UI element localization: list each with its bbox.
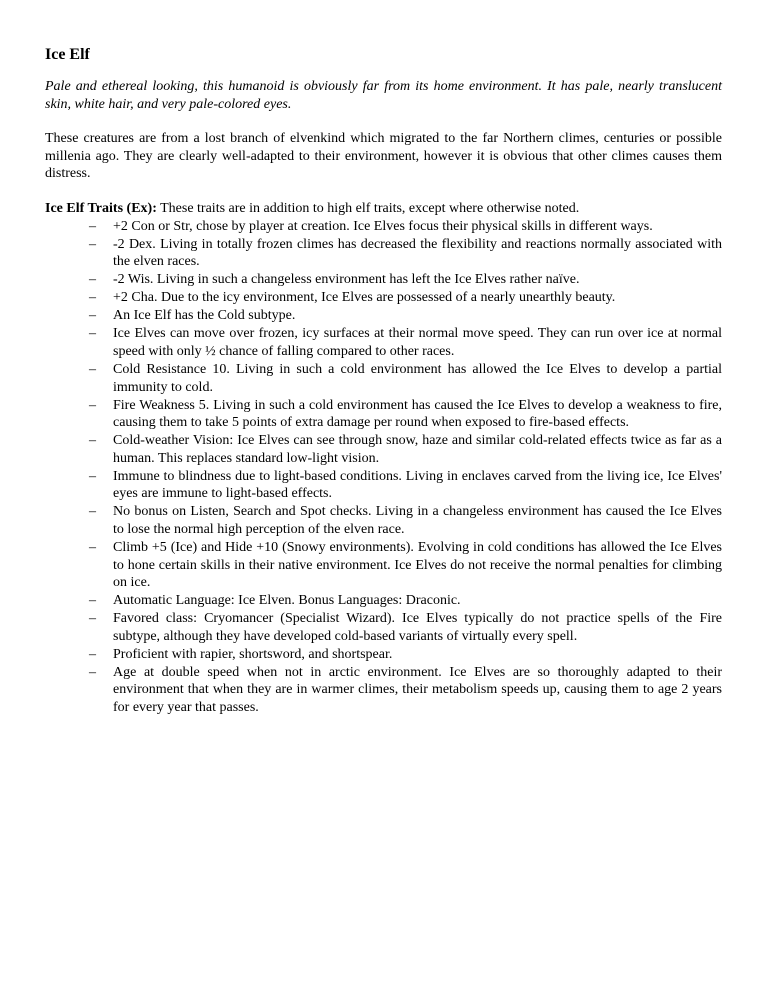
trait-text: Proficient with rapier, shortsword, and shortspear. [113, 646, 393, 662]
trait-text: An Ice Elf has the Cold subtype. [113, 308, 296, 324]
trait-text: Favored class: Cryomancer (Specialist Wizard). Ice Elves typically do not practice spells of the Fire subtype, although they have developed cold-based variants of virtually every spell. [113, 611, 722, 644]
dash-bullet: – [89, 646, 96, 662]
trait-text: Cold-weather Vision: Ice Elves can see through snow, haze and similar cold-related effects twice as far as a human. This replaces standard low-light vision. [113, 433, 722, 466]
trait-text: -2 Dex. Living in totally frozen climes has decreased the flexibility and reactions normally associated with the elven races. [113, 236, 722, 270]
intro-paragraph: Pale and ethereal looking, this humanoid is obviously far from its home environment. It has pale, nearly translucent skin, white hair, and very pale-colored eyes. [45, 79, 722, 112]
trait-text: Age at double speed when not in arctic environment. Ice Elves are so thoroughly adapted to their environment that when they are in warmer climes, their metabolism speeds up, causing them to age 2 years for every year that passes. [113, 664, 722, 715]
traits-heading: Ice Elf Traits (Ex): [45, 200, 157, 216]
dash-bullet: – [89, 236, 96, 252]
dash-bullet: – [89, 272, 96, 288]
document-title: Ice Elf [45, 46, 90, 63]
trait-item [45, 664, 722, 717]
dash-bullet: – [89, 308, 96, 324]
dash-bullet: – [89, 611, 96, 627]
trait-text: Automatic Language: Ice Elven. Bonus Languages: Draconic. [113, 593, 461, 609]
trait-item [45, 432, 722, 467]
dash-bullet: – [89, 397, 96, 413]
trait-item [45, 307, 722, 325]
traits-heading-line [45, 200, 722, 218]
trait-text: No bonus on Listen, Search and Spot checks. Living in a changeless environment has caused the Ice Elves to lose the normal high perception of the elven race. [113, 504, 722, 537]
dash-bullet: – [89, 218, 96, 234]
trait-item [45, 325, 722, 360]
dash-bullet: – [89, 593, 96, 609]
dash-bullet: – [89, 290, 96, 306]
trait-item [45, 361, 722, 396]
trait-text: Climb +5 (Ice) and Hide +10 (Snowy environments). Evolving in cold conditions has allowed the Ice Elves to hone certain skills in their native environment. Ice Elves do not receive the normal penalties for climbing on ice. [113, 540, 722, 591]
dash-bullet: – [89, 362, 96, 378]
dash-bullet: – [89, 433, 96, 449]
trait-item [45, 236, 722, 271]
trait-text: Fire Weakness 5. Living in such a cold environment has caused the Ice Elves to develop a weakness to fire, causing them to take 5 points of extra damage per round when exposed to fire-based effects. [113, 397, 722, 431]
trait-text: Immune to blindness due to light-based conditions. Living in enclaves carved from the living ice, Ice Elves' eyes are immune to light-based effects. [113, 468, 722, 502]
trait-item [45, 592, 722, 610]
dash-bullet: – [89, 468, 96, 484]
trait-item [45, 646, 722, 664]
document-page [45, 44, 722, 717]
description-paragraph: These creatures are from a lost branch of elvenkind which migrated to the far Northern climes, centuries or possible millenia ago. They are clearly well-adapted to their environment, however it is obvious that other climes causes them distress. [45, 131, 722, 181]
traits-list [45, 218, 722, 717]
trait-item [45, 468, 722, 503]
trait-text: -2 Wis. Living in such a changeless environment has left the Ice Elves rather naïve. [113, 272, 580, 288]
traits-intro: These traits are in addition to high elf traits, except where otherwise noted. [156, 200, 580, 216]
trait-item [45, 503, 722, 538]
trait-item [45, 289, 722, 307]
trait-item [45, 610, 722, 645]
trait-text: +2 Cha. Due to the icy environment, Ice Elves are possessed of a nearly unearthly beauty. [113, 290, 616, 306]
dash-bullet: – [89, 540, 96, 556]
trait-text: Cold Resistance 10. Living in such a cold environment has allowed the Ice Elves to develop a partial immunity to cold. [113, 362, 722, 395]
trait-item [45, 218, 722, 236]
trait-item [45, 397, 722, 432]
trait-item [45, 539, 722, 592]
trait-item [45, 271, 722, 289]
dash-bullet: – [89, 326, 96, 342]
trait-text: +2 Con or Str, chose by player at creation. Ice Elves focus their physical skills in different ways. [113, 218, 653, 234]
dash-bullet: – [89, 664, 96, 680]
dash-bullet: – [89, 504, 96, 520]
trait-text: Ice Elves can move over frozen, icy surfaces at their normal move speed. They can run over ice at normal speed with only ½ chance of falling compared to other races. [113, 326, 722, 359]
